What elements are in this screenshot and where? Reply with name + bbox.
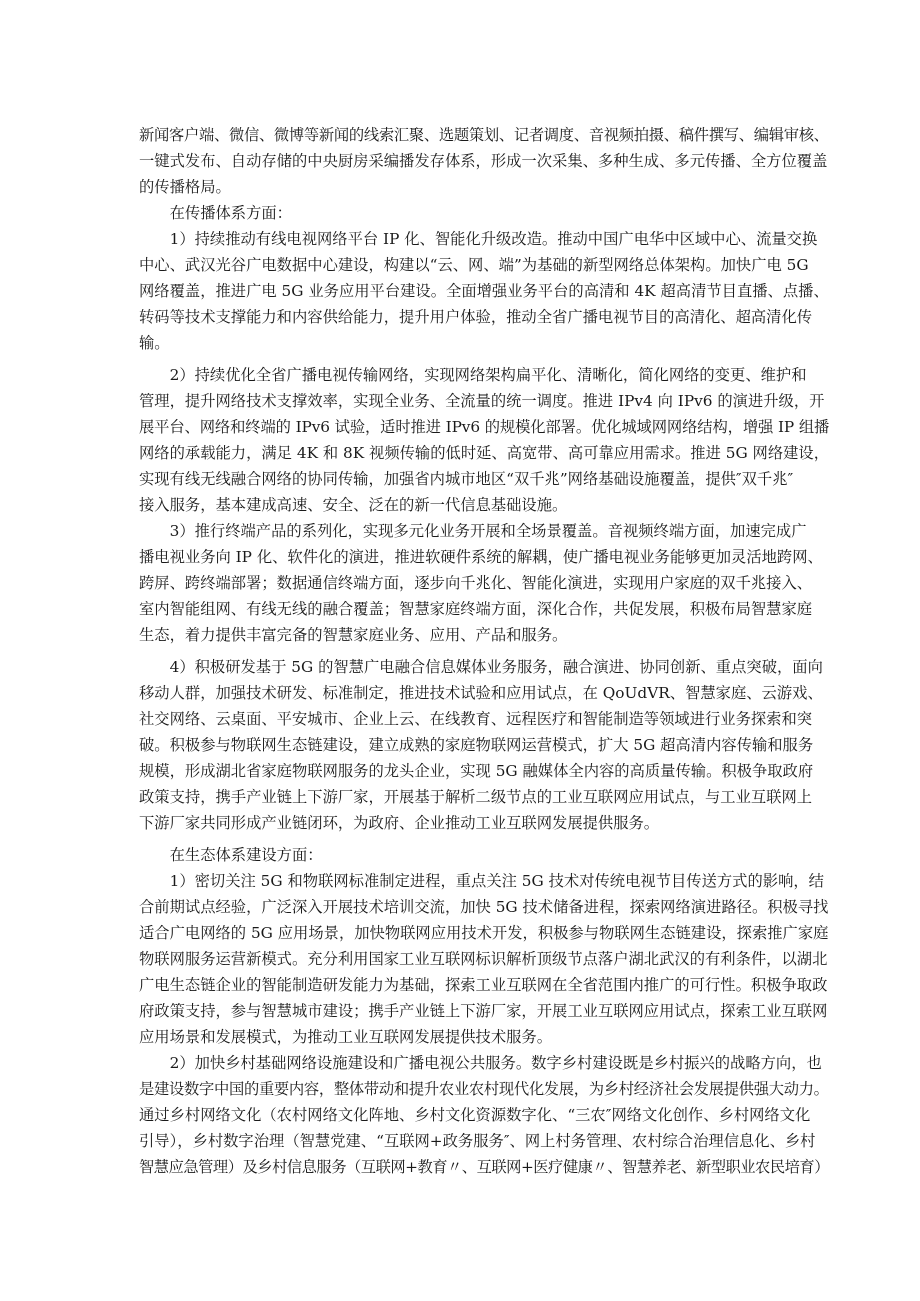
text-line: 通过乡村网络文化（农村网络文化阵地、乡村文化资源数字化、“三农″网络文化创作、乡村网络文化 <box>139 1106 811 1124</box>
text-line: 一键式发布、自动存储的中央厨房采编播发存体系，形成一次采集、多种生成、多元传播、全方位覆盖 <box>139 152 828 170</box>
text-line: 1）持续推动有线电视网络平台 IP 化、智能化升级改造。推动中国广电华中区域中心、流量交换 <box>139 230 818 248</box>
text-line: 新闻客户端、微信、微博等新闻的线索汇聚、选题策划、记者调度、音视频拍摄、稿件撰写、编辑审核、 <box>139 126 829 144</box>
transmission-item-4 <box>139 654 829 836</box>
text-line: 网络覆盖，推进广电 5G 业务应用平台建设。全面增强业务平台的高清和 4K 超高清节目直播、点播、 <box>139 282 829 300</box>
text-line: 2）持续优化全省广播电视传输网络，实现网络架构扁平化、清晰化，简化网络的变更、维护和 <box>139 366 807 384</box>
transmission-item-3 <box>139 518 829 648</box>
text-line: 室内智能组网、有线无线的融合覆盖；智慧家庭终端方面，深化合作，共促发展，积极布局智慧家庭 <box>139 600 813 618</box>
text-line: 实现有线无线融合网络的协同传输，加强省内城市地区“双千兆”网络基础设施覆盖，提供″双千兆″ <box>139 470 794 488</box>
text-line: 接入服务，基本建成高速、安全、泛在的新一代信息基础设施。 <box>139 496 568 514</box>
text-line: 2）加快乡村基础网络设施建设和广播电视公共服务。数字乡村建设既是乡村振兴的战略方向，也 <box>139 1054 822 1072</box>
text-line: 移动人群，加强技术研发、标准制定，推进技术试验和应用试点，在 QoUdVR、智慧家庭、云游戏、 <box>139 684 823 702</box>
text-line: 1）密切关注 5G 和物联网标准制定进程，重点关注 5G 技术对传统电视节目传送方式的影响，结 <box>139 872 824 890</box>
text-line: 下游厂家共同形成产业链闭环，为政府、企业推动工业互联网发展提供服务。 <box>139 814 660 832</box>
text-line: 展平台、网络和终端的 IPv6 试验，适时推进 IPv6 的规模化部署。优化城域网网络结构，增强 IP 组播 <box>139 418 830 436</box>
text-line: 规模，形成湖北省家庭物联网服务的龙头企业，实现 5G 融媒体全内容的高质量传输。积极争取政府 <box>139 762 814 780</box>
text-line: 智慧应急管理）及乡村信息服务（互联网+教育〃、互联网+医疗健康〃、智慧养老、新型职业农民培育） <box>139 1158 829 1176</box>
text-line: 广电生态链企业的智能制造研发能力为基础，探索工业互联网在全省范围内推广的可行性。积极争取政 <box>139 976 828 994</box>
text-line: 4）积极研发基于 5G 的智慧广电融合信息媒体业务服务，融合演进、协同创新、重点突破，面向 <box>139 658 823 676</box>
text-line: 政策支持，携手产业链上下游厂家，开展基于解析二级节点的工业互联网应用试点，与工业互联网上 <box>139 788 813 806</box>
text-line: 破。积极参与物联网生态链建设，建立成熟的家庭物联网运营模式，扩大 5G 超高清内容传输和服务 <box>139 736 814 754</box>
text-line: 网络的承载能力，满足 4K 和 8K 视频传输的低时延、高宽带、高可靠应用需求。推进 5G 网络建设， <box>139 444 830 462</box>
text-line: 合前期试点经验，广泛深入开展技术培训交流，加快 5G 技术储备进程，探索网络演进路径。积极寻找 <box>139 898 829 916</box>
text-line: 中心、武汉光谷广电数据中心建设，构建以“云、网、端”为基础的新型网络总体架构。加快广电 5G <box>139 256 809 274</box>
text-line: 跨屏、跨终端部署；数据通信终端方面，逐步向千兆化、智能化演进，实现用户家庭的双千兆接入、 <box>139 574 813 592</box>
ecosystem-item-1 <box>139 868 829 1050</box>
text-line: 管理，提升网络技术支撑效率，实现全业务、全流量的统一调度。推进 IPv4 向 IPv6 的演进升级，开 <box>139 392 825 410</box>
text-line: 播电视业务向 IP 化、软件化的演进，推进软硬件系统的解耦，使广播电视业务能够更加灵活地跨网、 <box>139 548 823 566</box>
transmission-heading <box>139 200 829 226</box>
text-line: 是建设数字中国的重要内容，整体带动和提升农业农村现代化发展，为乡村经济社会发展提供强大动力。 <box>139 1080 829 1098</box>
text-line: 引导），乡村数字治理（智慧党建、“互联网+政务服务″、网上村务管理、农村综合治理信息化、乡村 <box>139 1132 816 1150</box>
ecosystem-heading <box>139 842 829 868</box>
ecosystem-item-2 <box>139 1050 829 1180</box>
section-heading: 在传播体系方面： <box>139 204 292 222</box>
text-line: 的传播格局。 <box>139 178 231 196</box>
transmission-item-1 <box>139 226 829 356</box>
text-line: 适合广电网络的 5G 应用场景，加快物联网应用技术开发，积极参与物联网生态链建设，探索推广家庭 <box>139 924 829 942</box>
text-line: 3）推行终端产品的系列化，实现多元化业务开展和全场景覆盖。音视频终端方面，加速完成广 <box>139 522 807 540</box>
section-heading: 在生态体系建设方面： <box>139 846 323 864</box>
intro-paragraph <box>139 122 829 200</box>
text-line: 转码等技术支撑能力和内容供给能力，提升用户体验，推动全省广播电视节目的高清化、超高清化传 <box>139 308 813 326</box>
text-line: 生态，着力提供丰富完备的智慧家庭业务、应用、产品和服务。 <box>139 626 568 644</box>
text-line: 输。 <box>139 334 170 352</box>
text-line: 社交网络、云桌面、平安城市、企业上云、在线教育、远程医疗和智能制造等领域进行业务探索和突 <box>139 710 813 728</box>
text-line: 府政策支持，参与智慧城市建设；携手产业链上下游厂家，开展工业互联网应用试点，探索工业互联网 <box>139 1002 828 1020</box>
transmission-item-2 <box>139 362 829 518</box>
text-line: 物联网服务运营新模式。充分利用国家工业互联网标识解析顶级节点落户湖北武汉的有利条件，以湖北 <box>139 950 828 968</box>
text-line: 应用场景和发展模式，为推动工业互联网发展提供技术服务。 <box>139 1028 553 1046</box>
